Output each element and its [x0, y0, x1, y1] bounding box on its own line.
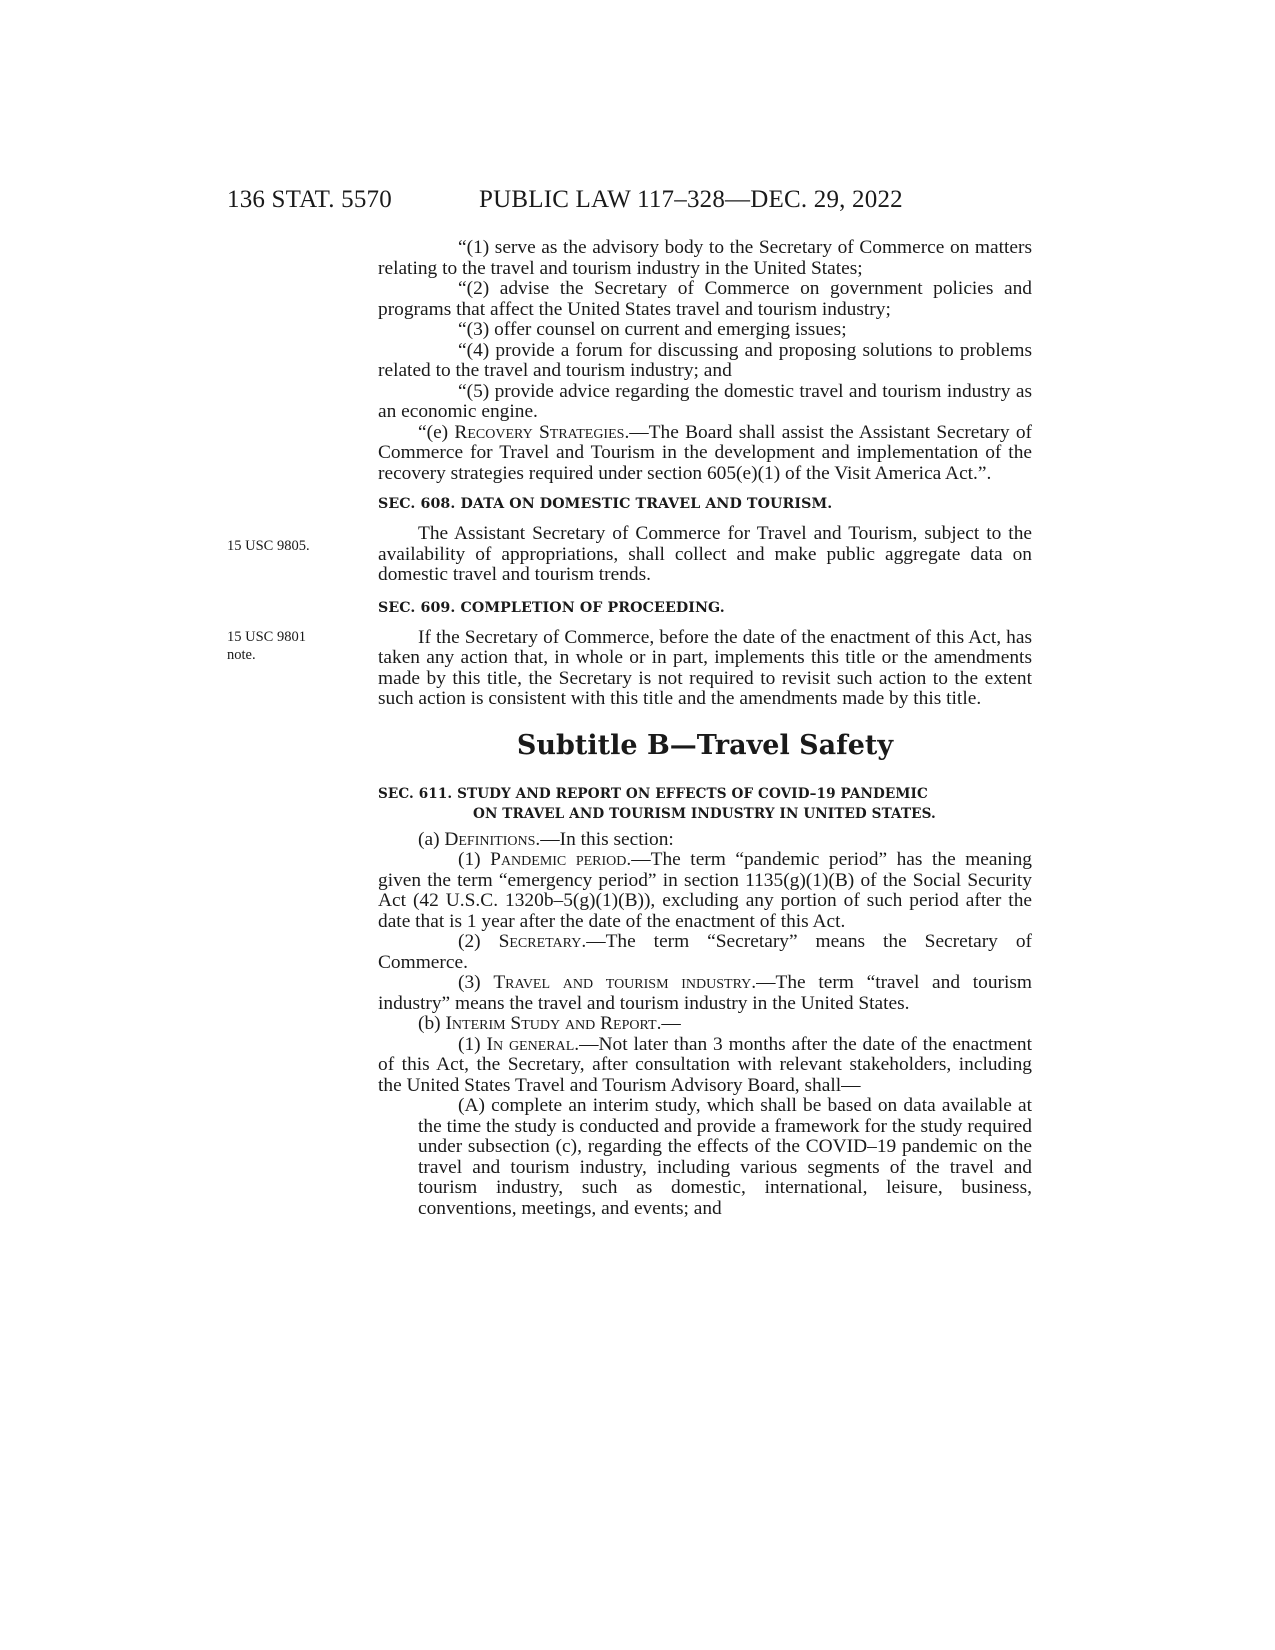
paragraph-heading: Definitions — [444, 828, 536, 850]
paragraph-prefix: (b) — [418, 1013, 446, 1034]
duty-paragraph: “(3) offer counsel on current and emerging issues; — [458, 319, 847, 340]
duty-paragraph: “(2) advise the Secretary of Commerce on government policies and programs that affect the United States travel and tourism industry; — [378, 278, 1032, 320]
section-609-heading: SEC. 609. COMPLETION OF PROCEEDING. — [378, 599, 725, 616]
paragraph-prefix: (3) — [458, 972, 494, 993]
paragraph-heading: Travel and tourism industry — [493, 972, 752, 993]
paragraph-text: .—The term “Secretary” means the Secretary of Commerce. — [378, 931, 1032, 973]
paragraph-text: .—Not later than 3 months after the date of the enactment of this Act, the Secretary, after consultation with relevant stakeholders, including the United States Travel and Tourism Advisory Board, shall— — [378, 1033, 1032, 1096]
paragraph-heading: Pandemic period — [490, 849, 627, 870]
paragraph-prefix: (1) — [458, 849, 491, 870]
duty-paragraph: “(4) provide a forum for discussing and proposing solutions to problems related to the travel and tourism industry; and — [378, 339, 1032, 381]
document-body — [378, 238, 1032, 1219]
subparagraph-a: (A) complete an interim study, which shall be based on data available at the time the study is conducted and provide a framework for the study required under subsection (c), regarding the effects of the COVID–19 pandemic on the travel and tourism industry, including various segments of the travel and tourism industry, such as domestic, international, leisure, business, conventions, meetings, and events; and — [418, 1095, 1032, 1219]
section-608-heading: SEC. 608. DATA ON DOMESTIC TRAVEL AND TOURISM. — [378, 496, 833, 512]
margin-note-line: note. — [227, 647, 256, 663]
section-609-text: If the Secretary of Commerce, before the date of the enactment of this Act, has taken any action that, in whole or in part, implements this title or the amendments made by this title, the Secretary is not required to revisit such action to the extent such action is consistent with this title and the amendments made by this title. — [378, 626, 1032, 709]
paragraph-heading: Interim Study and Report — [445, 1013, 657, 1034]
paragraph-prefix: (1) — [458, 1033, 487, 1055]
margin-note-line: 15 USC 9801 — [227, 629, 306, 645]
paragraph-text: .— — [656, 1013, 681, 1034]
subtitle-heading: Subtitle B—Travel Safety — [516, 729, 894, 761]
paragraph-text: .—The Board shall assist the Assistant Secretary of Commerce for Travel and Tourism in the development and implementation of the recovery strategies required under section 605(e)(1) of the Visit America Act.”. — [378, 421, 1032, 484]
public-law-citation: PUBLIC LAW 117–328—DEC. 29, 2022 — [479, 186, 903, 213]
duty-paragraph: “(5) provide advice regarding the domestic travel and tourism industry as an economic engine. — [378, 380, 1032, 422]
definition-pandemic-period — [378, 850, 1032, 932]
section-608-text: The Assistant Secretary of Commerce for Travel and Tourism, subject to the availability of appropriations, shall collect and make public aggregate data on domestic travel and tourism trends. — [378, 523, 1032, 585]
paragraph-prefix: (a) — [418, 828, 445, 850]
heading-line: SEC. 611. STUDY AND REPORT ON EFFECTS OF COVID–19 PANDEMIC — [378, 785, 928, 802]
paragraph-prefix: (2) — [458, 931, 499, 952]
paragraph-text: .—The term “pandemic period” has the meaning given the term “emergency period” in section 1135(g)(1)(B) of the Social Security Act (42 U.S.C. 1320b–5(g)(1)(B)), excluding any portion of such period after the date that is 1 year after the date of the enactment of this Act. — [378, 849, 1032, 932]
definition-travel-tourism-industry — [378, 973, 1032, 1014]
duty-paragraph: “(1) serve as the advisory body to the Secretary of Commerce on matters relating to the travel and tourism industry in the United States; — [378, 237, 1032, 279]
paragraph-prefix: “(e) — [418, 421, 455, 443]
page-header — [227, 186, 903, 214]
paragraph-in-general — [378, 1035, 1032, 1097]
margin-note-sec608: 15 USC 9805. — [227, 538, 310, 554]
definition-secretary — [378, 932, 1032, 973]
subsection-a — [378, 830, 1032, 851]
recovery-strategies-paragraph — [378, 423, 1032, 485]
paragraph-text: .—In this section: — [535, 828, 674, 850]
paragraph-text: .—The term “travel and tourism industry” means the travel and tourism industry in the United States. — [378, 972, 1032, 1014]
subsection-b — [378, 1014, 1032, 1035]
paragraph-heading: Secretary — [498, 931, 582, 952]
statute-page-number: 136 STAT. 5570 — [227, 186, 392, 213]
heading-line: ON TRAVEL AND TOURISM INDUSTRY IN UNITED STATES. — [473, 805, 936, 822]
paragraph-heading: Recovery Strategies — [454, 421, 625, 443]
section-611-heading — [378, 784, 1032, 824]
margin-note-sec609 — [227, 628, 306, 664]
paragraph-heading: In general — [486, 1033, 575, 1055]
